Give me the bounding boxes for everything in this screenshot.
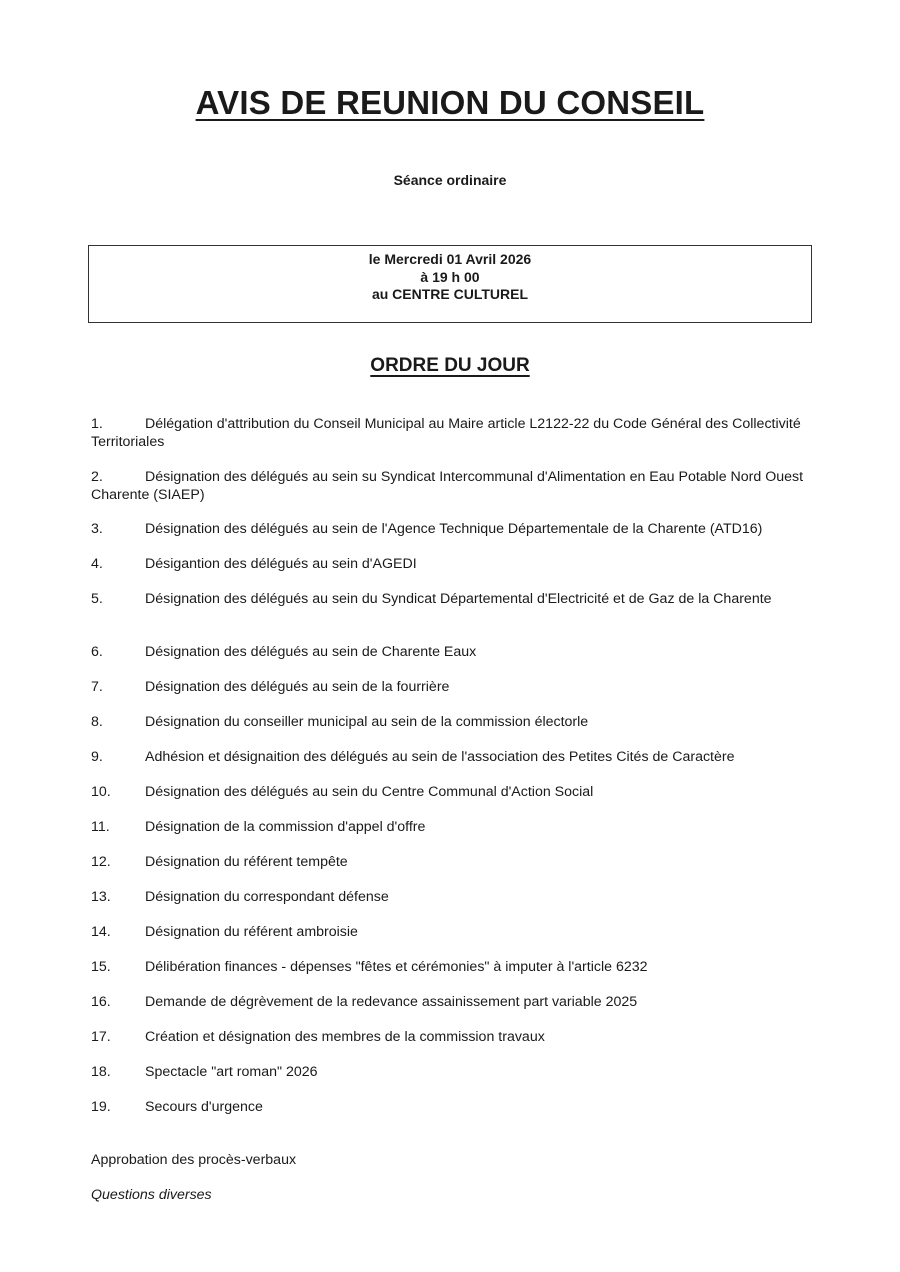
agenda-item-number: 1. [91, 416, 103, 432]
agenda-item-number: 10. [91, 784, 111, 800]
agenda-item-number: 6. [91, 644, 103, 660]
meeting-time: à 19 h 00 [420, 268, 480, 285]
agenda-item-text: Désignation des délégués au sein de Charente Eaux [145, 644, 477, 660]
agenda-item-number: 11. [91, 819, 110, 835]
agenda-item [91, 713, 811, 731]
meeting-date: le Mercredi 01 Avril 2026 [368, 251, 532, 267]
agenda-item [91, 958, 811, 976]
agenda-item-number: 15. [91, 959, 111, 975]
agenda-item-text: Désigantion des délégués au sein d'AGEDI [145, 556, 417, 572]
agenda-item-text: Spectacle "art roman" 2026 [145, 1064, 318, 1080]
agenda-item-text: Désignation des délégués au sein du Centre Communal d'Action Social [145, 784, 594, 800]
agenda-item [91, 993, 811, 1011]
agenda-item [91, 643, 811, 661]
agenda-item-text: Désignation du référent ambroisie [145, 924, 358, 940]
document-title: AVIS DE REUNION DU CONSEIL [195, 84, 705, 121]
agenda-item-text: Secours d'urgence [145, 1099, 263, 1115]
agenda-item-number: 9. [91, 749, 103, 765]
agenda-item-text: Désignation des délégués au sein de la fourrière [145, 679, 450, 695]
agenda-item [91, 1063, 811, 1081]
agenda-item-text: Adhésion et désignaition des délégués au sein de l'association des Petites Cités de Caractère [145, 749, 735, 765]
agenda-item [91, 923, 811, 941]
agenda-item-text: Délibération finances - dépenses "fêtes et cérémonies" à imputer à l'article 6232 [145, 959, 648, 975]
agenda-item-text: Désignation des délégués au sein du Syndicat Départemental d'Electricité et de Gaz de la Charente [145, 591, 772, 607]
agenda-item-number: 8. [91, 714, 103, 730]
agenda-item-number: 4. [91, 556, 103, 572]
agenda-item-number: 16. [91, 994, 111, 1010]
agenda-item [91, 1028, 811, 1046]
agenda-item-text: Délégation d'attribution du Conseil Municipal au Maire article L2122-22 du Code Général des Collectivité Territoriales [91, 416, 801, 450]
session-type: Séance ordinaire [393, 172, 507, 188]
agenda-item-text: Désignation de la commission d'appel d'offre [145, 819, 426, 835]
agenda-item [91, 783, 811, 801]
miscellaneous-questions: Questions diverses [91, 1187, 212, 1203]
agenda-item [91, 888, 811, 906]
agenda-item-text: Désignation du conseiller municipal au sein de la commission électorle [145, 714, 589, 730]
agenda-item [91, 520, 811, 538]
agenda-item-number: 18. [91, 1064, 111, 1080]
agenda-item [91, 415, 811, 451]
agenda-item [91, 748, 811, 766]
agenda-item [91, 818, 811, 836]
agenda-item-number: 14. [91, 924, 111, 940]
agenda-item-number: 7. [91, 679, 103, 695]
meeting-location: au CENTRE CULTUREL [371, 286, 529, 302]
agenda-item-number: 19. [91, 1099, 111, 1115]
agenda-item [91, 555, 811, 573]
agenda-item-text: Désignation du référent tempête [145, 854, 348, 870]
agenda-item-number: 17. [91, 1029, 111, 1045]
agenda-item-number: 5. [91, 591, 103, 607]
agenda-item [91, 678, 811, 696]
agenda-item-text: Désignation des délégués au sein de l'Agence Technique Départementale de la Charente (ATD16) [145, 521, 763, 537]
agenda-item-text: Désignation du correspondant défense [145, 889, 389, 905]
agenda-item [91, 853, 811, 871]
agenda-item-number: 12. [91, 854, 111, 870]
agenda-item-number: 13. [91, 889, 111, 905]
minutes-approval: Approbation des procès-verbaux [91, 1152, 297, 1168]
agenda-item [91, 1098, 811, 1116]
agenda-item [91, 590, 811, 608]
agenda-item-text: Création et désignation des membres de la commission travaux [145, 1029, 545, 1045]
agenda-title: ORDRE DU JOUR [370, 355, 530, 376]
agenda-item-number: 2. [91, 469, 103, 485]
agenda-item-text: Demande de dégrèvement de la redevance assainissement part variable 2025 [145, 994, 638, 1010]
agenda-item-number: 3. [91, 521, 103, 537]
agenda-item [91, 468, 811, 504]
agenda-item-text: Désignation des délégués au sein su Syndicat Intercommunal d'Alimentation en Eau Potable Nord Ouest Charente (SIAEP) [91, 469, 804, 503]
